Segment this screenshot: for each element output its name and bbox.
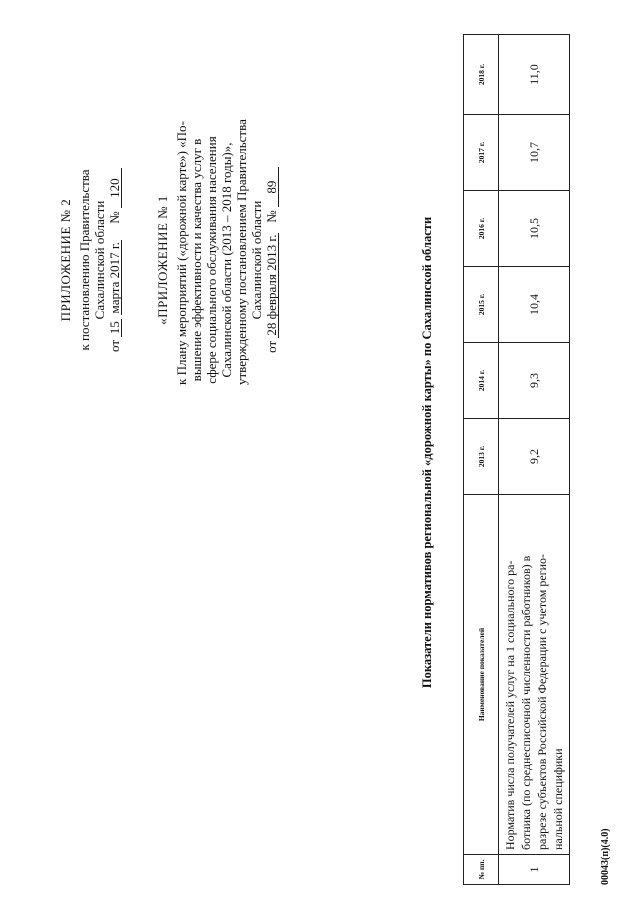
header-2017: 2017 г. bbox=[464, 115, 499, 191]
row-name-line: разрезе субъектов Российской Федерации с учетом регио- bbox=[535, 554, 549, 850]
header-2014: 2014 г. bbox=[464, 343, 499, 419]
appendix-1-line: сфере социального обслуживания населения bbox=[204, 136, 219, 384]
appendix-1-line: к Плану мероприятий («дорожной карте») «По- bbox=[174, 121, 189, 385]
table-header-row bbox=[464, 35, 499, 885]
header-name: Наименование показателей bbox=[464, 495, 499, 855]
appendix-1-line: вышение эффективности и качества услуг в bbox=[189, 138, 204, 382]
appendix-2-date-day: 15 bbox=[108, 319, 122, 337]
appendix-1-date-line bbox=[264, 135, 279, 385]
header-2013: 2013 г. bbox=[464, 419, 499, 495]
footer-code: 00043(п)(4.0) bbox=[600, 828, 611, 885]
appendix-1-line: Сахалинской области (2013 – 2018 годы)», bbox=[219, 142, 234, 378]
row-name-line: Норматив числа получателей услуг на 1 социального ра- bbox=[503, 560, 517, 850]
appendix-1-line: утвержденному постановлением Правительства bbox=[234, 119, 249, 385]
appendix-2-line-2: Сахалинской области bbox=[92, 200, 107, 320]
table-row bbox=[499, 35, 570, 885]
row-name bbox=[499, 495, 570, 855]
value-2014: 9,3 bbox=[499, 343, 570, 419]
indicators-table bbox=[463, 34, 570, 885]
appendix-2-date-line bbox=[107, 135, 122, 385]
appendix-2-date-month-year: марта 2017 г. bbox=[107, 241, 122, 314]
value-2013: 9,2 bbox=[499, 419, 570, 495]
appendix-2-number: 120 bbox=[108, 168, 122, 208]
value-2018: 11,0 bbox=[499, 35, 570, 115]
header-2016: 2016 г. bbox=[464, 191, 499, 267]
header-2015: 2015 г. bbox=[464, 267, 499, 343]
header-2018: 2018 г. bbox=[464, 35, 499, 115]
appendix-2-from: от bbox=[107, 339, 122, 352]
appendix-1-line: Сахалинской области bbox=[249, 200, 264, 320]
row-name-line: ботника (по среднесписочной численности работников) в bbox=[519, 555, 533, 850]
row-index: 1 bbox=[499, 855, 570, 885]
value-2015: 10,4 bbox=[499, 267, 570, 343]
appendix-1-header bbox=[155, 119, 279, 385]
appendix-1-num-sign: № bbox=[264, 210, 279, 223]
value-2017: 10,7 bbox=[499, 115, 570, 191]
appendix-1-title: «ПРИЛОЖЕНИЕ № 1 bbox=[155, 195, 170, 325]
appendix-2-header bbox=[58, 135, 122, 385]
appendix-2-title: ПРИЛОЖЕНИЕ № 2 bbox=[58, 198, 73, 322]
appendix-2-line-1: к постановлению Правительства bbox=[77, 169, 92, 351]
appendix-1-date: 28 февраля 2013 г. bbox=[264, 234, 279, 336]
appendix-1-from: от bbox=[264, 340, 279, 353]
appendix-2-num-sign: № bbox=[107, 211, 122, 224]
row-name-line: нальной специфики bbox=[551, 748, 565, 850]
header-index: № пп. bbox=[464, 855, 499, 885]
appendix-1-number: 89 bbox=[265, 167, 279, 207]
value-2016: 10,5 bbox=[499, 191, 570, 267]
table-title: Показатели нормативов региональной «дорожной карты» по Сахалинской области bbox=[420, 216, 434, 689]
